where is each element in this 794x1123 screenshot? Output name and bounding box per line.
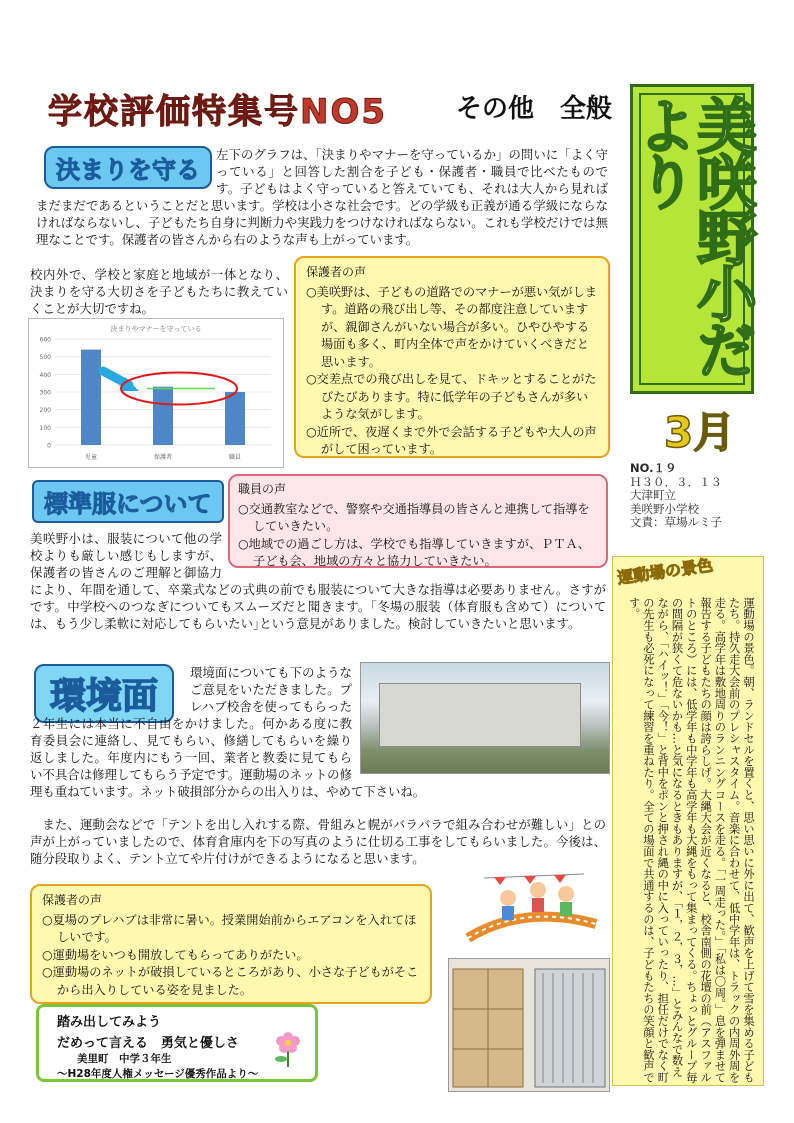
sidebar-column	[612, 556, 764, 1086]
x-tick-label: 職員	[228, 454, 242, 461]
masthead-name: 美咲野小だより	[627, 95, 757, 375]
poem-line-2: だめって言える 勇気と優しさ	[57, 1036, 239, 1051]
parents-voice-title-env: 保護者の声	[42, 893, 103, 907]
list-item: ○交通教室などで、警察や交通指導員の皆さんと連携して指導をしていきたい。	[238, 501, 590, 533]
y-tick-label: 0	[47, 442, 51, 450]
uniform-paragraph	[30, 530, 606, 632]
parents-voice-box-environment	[30, 884, 432, 1004]
env-heading-float-spacer	[30, 664, 190, 712]
parents-voice-box-rules	[294, 256, 610, 458]
parents-voice-list	[306, 284, 598, 459]
heading-float-spacer	[36, 146, 216, 192]
heading-rules: 決まりを守る	[44, 146, 212, 189]
chart-title: 決まりやマナーを守っている	[110, 325, 202, 333]
bar	[153, 387, 173, 445]
running-children-illustration	[464, 868, 600, 950]
list-item: ○交差点での飛び出しを見て、ドキッとすることがたびたびあります。特に低学年の子どもさんが多いような気がします。	[306, 372, 597, 421]
bar	[225, 392, 245, 445]
issue-info	[630, 462, 760, 530]
flower-icon	[271, 1025, 305, 1069]
y-tick-label: 500	[39, 354, 51, 362]
heading-uniform: 標準服について	[32, 480, 224, 523]
masthead-month: 3月	[664, 408, 736, 457]
rules-chart	[28, 318, 284, 468]
staff-box-float-spacer	[222, 530, 606, 570]
x-tick-label: 児童	[84, 454, 98, 461]
uniform-paragraph-text: 美咲野小は、服装について他の学校よりも厳しい感じもしますが、保護者の皆さんのご理解と御協力により、年間を通して、卒業式などの式典の前でも服装について大きな指導は必要ありません。さすがです。中学校へのつなぎについてもスムーズだと聞きます。｢冬場の服装（体育服も含めて）については、もう少し柔軟に対応してもらいたい｣という意見がありました。検討していきたいと思います。	[30, 531, 606, 631]
rules-paragraph-1-text: 左下のグラフは、「決まりやマナーを守っているか」の問いに「よく守っている」と回答した割合を子ども・保護者・職員で比べたものです。子どもはよく守っていると答えていても、それは大人から見ればまだまだであるということだと思います。学校は小さな社会です。どの学級も正義が通る学級にならなければならないし、子どもたち自身に判断力や実践力をつけなければならない。これも学校だけでは無理なことです。保護者の皆さんから右のような声も上がっています。	[36, 147, 608, 247]
list-item: ○運動場のネットが破損しているところがあり、小さな子どもがそこから出入りしている姿を見ました。	[42, 965, 419, 997]
y-tick-label: 300	[39, 389, 51, 397]
heading-environment: 環境面	[34, 664, 174, 723]
environment-paragraph-1	[30, 664, 606, 800]
storage-shelves-svg	[449, 959, 609, 1091]
list-item: ○美咲野は、子どもの道路でのマナーが悪い気がします。道路の飛び出し等、その都度注意していますが、親御さんがいない場合が多い。ひやひやする場面も多く、町内全体で声をかけていくべきだと思います。	[306, 284, 597, 369]
staff-voice-title: 職員の声	[238, 482, 287, 496]
y-tick-label: 400	[39, 371, 51, 379]
newsletter-subtitle: その他 全般	[456, 94, 613, 124]
y-tick-label: 600	[39, 336, 51, 344]
poem-line-1: 踏み出してみよう	[57, 1015, 162, 1030]
list-item: ○地域での過ごし方は、学校でも指導していきますが、ＰＴＡ、子ども会、地域の方々と協力していきたい。	[238, 536, 590, 568]
x-tick-label: 保護者	[153, 454, 173, 461]
y-tick-label: 100	[39, 424, 51, 432]
issue-author: 文責：草場ルミ子	[630, 515, 722, 529]
poem-source: ～H28年度人権メッセージ優秀作品より～	[57, 1068, 259, 1080]
y-tick-label: 200	[39, 407, 51, 415]
photo-float-spacer	[352, 664, 606, 772]
list-item: ○夏場のプレハブは非常に暑い。授業開始前からエアコンを入れてほしいです。	[42, 912, 417, 944]
masthead	[627, 84, 757, 394]
parents-voice-title: 保護者の声	[306, 265, 367, 279]
environment-paragraph-2: また、運動会などで「テントを出し入れする際、骨組みと幌がバラバラで組み合わせが難しい」との声が上がっていましたので、体育倉庫内を下の写真のように仕切る工事をしてもらいました。今後は、随分段取りよく、テント立てや片付けができるようになると思います。	[30, 817, 606, 866]
issue-date: Ｈ３０．３．１３	[630, 474, 722, 489]
sidebar-title: 運動場の景色	[616, 555, 715, 588]
rules-paragraph-2: 校内外で、学校と家庭と地域が一体となり、決まりを守る大切さを子どもたちに教えていくことが大切ですね。	[30, 267, 288, 316]
issue-number: NO.１９	[630, 461, 677, 475]
newsletter-special-title: 学校評価特集号NO5	[48, 92, 388, 132]
poem-author: 美里町 中学３年生	[77, 1053, 172, 1065]
bar	[81, 350, 101, 445]
human-rights-message-box	[36, 1004, 318, 1082]
list-item: ○近所で、夜遅くまで外で会話する子どもや大人の声がして困っています。	[306, 424, 597, 456]
sidebar-body: 運動場の景色。朝、ランドセルを置くと、思い思いに外に出て、歓声を上げて雪を集める子どもたち。持久走大会前のプレシャスタイム。音楽に合わせて、低中学年は、トラックの内周外周を走る。高学年は敷地周りのランニングコースを走る。「一周走った。」「私は〇周。」息を弾ませて報告する子どもたちの顔は誇らしげ。大縄大会が近くなると、校舎南側の花壇の前（アスファルトのところ）には、低学年も中学年も高学年も大縄をもって集まってくる。ちょっとグループ毎の間隔が狭くて危ないかも…と気になるときもありますが、「１，２，３，…」とみんなで数えながら、「ハイッ！」「今！」と背中をポンと押され縄の中に入っていったり、担任だけでなく町の先生も必死になって練習を重ねたり。全ての場面で共通するのは、子どもたちの笑顔と歓声です。	[627, 597, 755, 1083]
environment-paragraph-1-text: 環境面についても下のようなご意見をいただきました。プレハブ校舎を使ってもらった２年生には本当に不自由をかけました。何かある度に教育委員会に連絡し、見てもらい、修繕してもらいを繰り返しました。年度内にもう一回、業者と教委に見てもらい不具合は修理してもらう予定です。運動場のネットの修理も重ねています。ネット破損部分からの出入りは、やめて下さいね。	[30, 665, 426, 799]
issue-town: 大津町立	[630, 488, 676, 502]
list-item: ○運動場をいつも開放してもらってありがたい。	[42, 947, 309, 962]
storage-room-photo	[448, 958, 610, 1092]
parents-voice-list-env	[42, 912, 420, 1000]
issue-school: 美咲野小学校	[630, 501, 699, 516]
rules-chart-svg	[29, 319, 283, 467]
rules-paragraph-1	[36, 146, 608, 248]
